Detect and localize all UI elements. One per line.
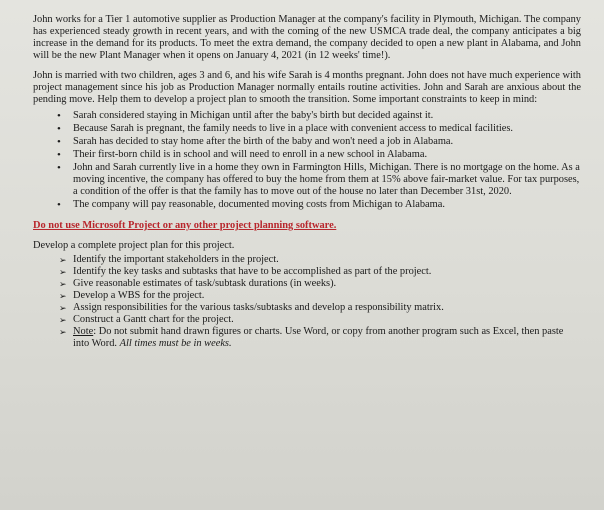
note-text: : Do not submit hand drawn figures or charts. Use Word, or copy from another program such as Excel, then paste into Word. [73, 326, 564, 349]
software-warning: Do not use Microsoft Project or any other project planning software. [33, 220, 337, 231]
note-label: Note [73, 326, 94, 337]
task-intro: Develop a complete project plan for this project. [33, 240, 235, 251]
list-item: ➢ Develop a WBS for the project. [73, 290, 581, 302]
list-item: ➢ Assign responsibilities for the various tasks/subtasks and develop a responsibility matrix. [73, 302, 581, 314]
list-item: ➢ Give reasonable estimates of task/subtask durations (in weeks). [73, 278, 581, 290]
intro-paragraph-2: John is married with two children, ages 3 and 6, and his wife Sarah is 4 months pregnant. John does not have much experience with project management since his job as Production Manager normally entails routine activities. John and Sarah are anxious about the pending move. Help them to develop a project plan to smooth the transition. Some important constraints to keep in mind: [33, 70, 581, 105]
constraints-list [33, 110, 581, 211]
list-item: • Sarah considered staying in Michigan until after the baby's birth but decided against it. [73, 110, 581, 122]
list-item: ➢ Construct a Gantt chart for the project. [73, 314, 581, 326]
list-item: • John and Sarah currently live in a home they own in Farmington Hills, Michigan. There is no mortgage on the home. As a moving incentive, the company has offered to buy the home from them at 15% above fair-market value. For tax purposes, a condition of the offer is that the family has to move out of the house no later than December 31st, 2020. [73, 162, 581, 198]
list-item: ➢ Identify the important stakeholders in the project. [73, 254, 581, 266]
note-item [73, 326, 581, 350]
list-item: ➢ Identify the key tasks and subtasks that have to be accomplished as part of the project. [73, 266, 581, 278]
tasks-list [33, 254, 581, 350]
note-italic: All times must be in weeks. [119, 338, 232, 349]
list-item: • Sarah has decided to stay home after the birth of the baby and won't need a job in Alabama. [73, 136, 581, 148]
document-content [33, 14, 581, 350]
list-item: • Because Sarah is pregnant, the family needs to live in a place with convenient access to medical facilities. [73, 123, 581, 135]
intro-paragraph-1: John works for a Tier 1 automotive supplier as Production Manager at the company's facility in Plymouth, Michigan. The company has experienced steady growth in recent years, and with the coming of the new USMCA trade deal, the company anticipates a big increase in the demand for its products. To meet the extra demand, the company decided to open a new plant in Alabama, and John will be the new Plant Manager when it opens on January 4, 2021 (in 12 weeks' time!). [33, 14, 581, 61]
list-item: • Their first-born child is in school and will need to enroll in a new school in Alabama. [73, 149, 581, 161]
list-item: • The company will pay reasonable, documented moving costs from Michigan to Alabama. [73, 199, 581, 211]
